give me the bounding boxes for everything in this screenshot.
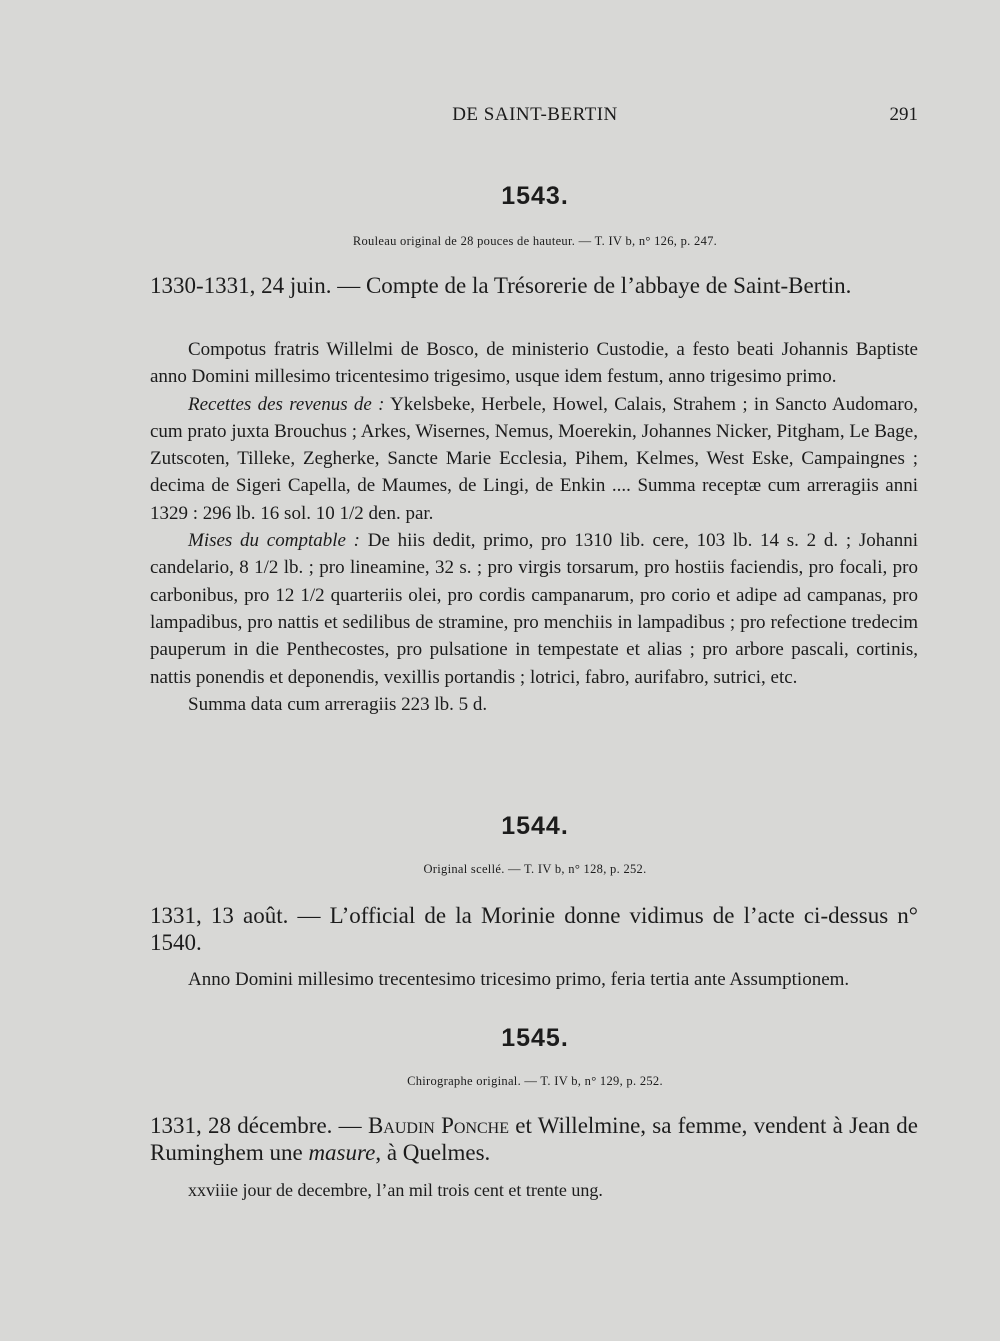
paragraph	[150, 391, 918, 527]
heading-text: , à Quelmes.	[375, 1140, 491, 1165]
entry-number: 1544.	[501, 812, 569, 840]
entry-body	[150, 966, 918, 993]
entry-body	[150, 336, 918, 718]
entry-number: 1543.	[501, 182, 569, 210]
paragraph-text: De hiis dedit, primo, pro 1310 lib. cere, 103 lb. 14 s. 2 d. ; Johanni candelario, 8 1/2 lb. ; pro lineamine, 32 s. ; pro virgis torsarum, pro hostiis faciendis, pro focali, pro carbonibus, pro 12 1/2 quarteriis olei, pro cordis campanarum, pro corio et adipe ad campanas, pro lampadibus, pro nattis et sedilibus de stramine, pro menchiis in lampadibus ; pro refectione tredecim pauperum in die Penthecostes, pro pulsatione in tempestate et alias ; pro arbore pascali, cortinis, nattis ponendis et deponendis, vexillis portandis ; lotrici, fabro, aurifabro, sutrici, etc.	[150, 530, 918, 688]
entry-number: 1545.	[501, 1024, 569, 1052]
entry-heading	[150, 1112, 918, 1166]
entry-heading: 1331, 13 août. — L’official de la Morinie donne vidimus de l’acte ci-dessus n° 1540.	[150, 903, 918, 955]
heading-name: Baudin Ponche	[367, 1113, 510, 1138]
heading-italic: masure	[308, 1140, 376, 1165]
section-label: Recettes des revenus de :	[188, 393, 385, 415]
entry-source: Original scellé. — T. IV b, n° 128, p. 252.	[423, 862, 647, 876]
running-head	[150, 104, 920, 132]
heading-text: et Willelmine, sa femme, vendent à Jean de Ruminghem une	[150, 1113, 918, 1165]
entry-source: Chirographe original. — T. IV b, n° 129, p. 252.	[407, 1074, 663, 1088]
entry-heading: 1330-1331, 24 juin. — Compte de la Trésorerie de l’abbaye de Saint-Bertin.	[150, 273, 852, 298]
running-title: DE SAINT-BERTIN	[452, 104, 618, 125]
entry-body	[150, 1177, 918, 1204]
section-label: Mises du comptable :	[188, 530, 360, 552]
paragraph: Compotus fratris Willelmi de Bosco, de ministerio Custodie, a festo beati Johannis Baptiste anno Domini millesimo tricentesimo trigesimo, usque idem festum, anno trigesimo primo.	[150, 339, 918, 388]
heading-date: 1331, 28 décembre. —	[150, 1113, 368, 1138]
paragraph: xxviiie jour de decembre, l’an mil trois cent et trente ung.	[188, 1180, 603, 1200]
entry-source: Rouleau original de 28 pouces de hauteur. — T. IV b, n° 126, p. 247.	[352, 234, 718, 248]
paragraph: Anno Domini millesimo trecentesimo tricesimo primo, feria tertia ante Assumptionem.	[188, 969, 850, 990]
page-number: 291	[889, 104, 918, 125]
paragraph: Summa data cum arreragiis 223 lb. 5 d.	[188, 693, 488, 715]
paragraph	[150, 527, 918, 691]
paragraph-text: Ykelsbeke, Herbele, Howel, Calais, Strahem ; in Sancto Audomaro, cum prato juxta Brouchus ; Arkes, Wisernes, Nemus, Moerekin, Johannes Nicker, Pitgham, Le Bage, Zutscoten, Tilleke, Zegherke, Sancte Marie Ecclesia, Pihem, Kelmes, West Eske, Campaingnes ; decima de Sigeri Capella, de Maumes, de Lingi, de Enkin .... Summa receptæ cum arreragiis anni 1329 : 296 lb. 16 sol. 10 1/2 den. par.	[150, 393, 918, 524]
